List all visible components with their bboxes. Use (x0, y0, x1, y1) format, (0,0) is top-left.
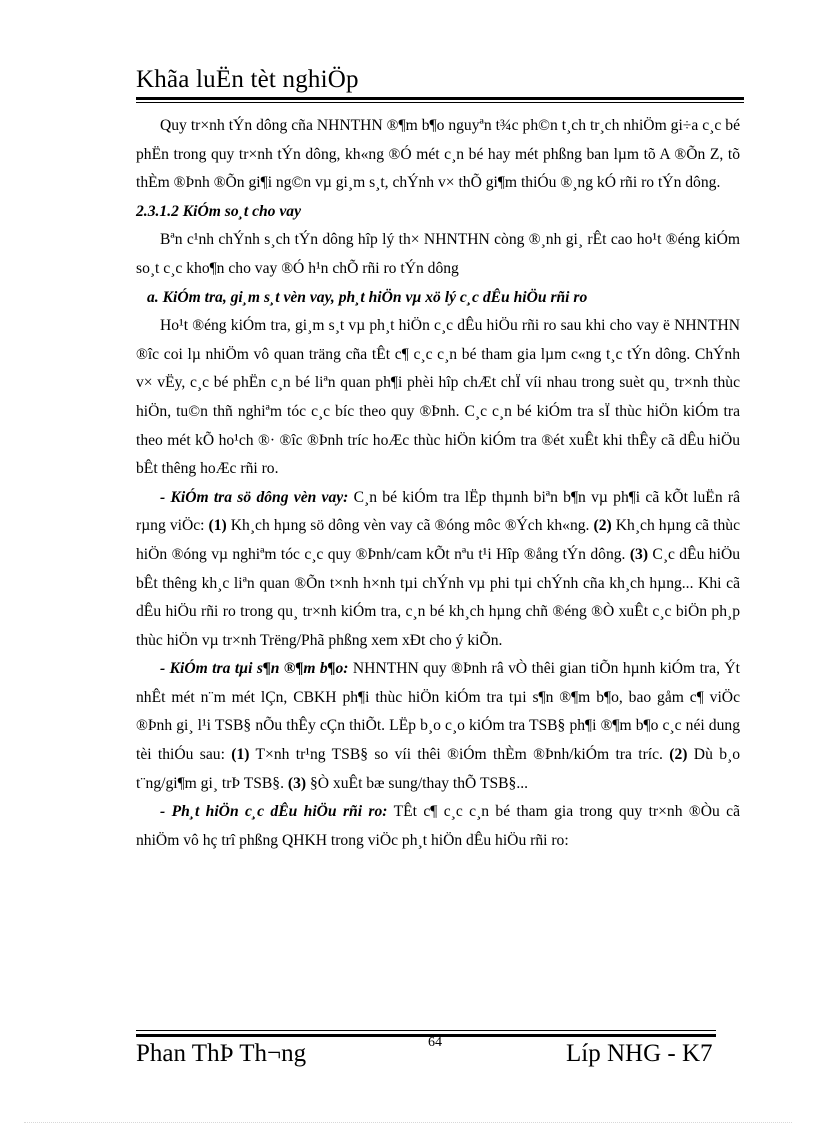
text-run: NHNTHN quy ®Þnh râ vÒ thêi gian tiÕn hµnh kiÓm tra, Ýt nhÊt mét n¨m mét lÇn, CBKH ph¶i thùc hiÖn kiÓm tra tµi s¶n ®¶m b¶o, bao gåm c¶ viÖc ®Þnh gi¸ l¹i TSB§ nÕu thÊy cÇn thiÕt. LËp b¸o c¸o kiÓm tra TSB§ ph¶i ®¶m b¶o c¸c néi dung tèi thiÓu sau: (136, 660, 740, 764)
page-number: 64 (428, 1035, 442, 1050)
paragraph: Bªn c¹nh chÝnh s¸ch tÝn dông hîp lý th× NHNTHN còng ®¸nh gi¸ rÊt cao ho¹t ®éng kiÓm so¸t c¸c kho¶n cho vay ®Ó h¹n chÕ rñi ro tÝn dông (136, 231, 740, 277)
paragraph-lead: - KiÓm tra tµi s¶n ®¶m b¶o: (160, 660, 349, 678)
footer-rule-thick (136, 1034, 716, 1037)
paragraph-usage-check (136, 484, 740, 656)
text-run: Dù b¸o t¨ng/gi¶m gi¸ trÞ TSB§. (136, 746, 741, 792)
footer-class: Líp NHG - K7 (566, 1040, 713, 1067)
list-number: (3) (629, 545, 649, 563)
header-rule-thin (136, 102, 744, 103)
text-run: C¸c dÊu hiÖu bÊt thêng kh¸c liªn quan ®Õn t×nh h×nh tµi chÝnh vµ phi tµi chÝnh cña kh¸ch hµng... Khi cã dÊu hiÖu rñi ro trong qu¸ tr×nh kiÓm tra, c¸n bé kh¸ch hµng chñ ®éng ®Ò xuÊt c¸c biÖn ph¸p thùc hiÖn vµ tr×nh Trëng/Phã phßng xem xÐt cho ý kiÕn. (136, 545, 740, 649)
footer-rule-thin (136, 1030, 716, 1031)
text-run: Kh¸ch hµng cã thùc hiÖn ®óng vµ nghiªm tóc c¸c quy ®Þnh/cam kÕt nªu t¹i Hîp ®ång tÝn dông. (136, 517, 740, 563)
section-heading: 2.3.1.2 KiÓm so¸t cho vay (136, 202, 302, 220)
list-number: (3) (287, 774, 307, 792)
list-number: (1) (231, 746, 250, 764)
list-number: (1) (208, 517, 227, 535)
paragraph: Ho¹t ®éng kiÓm tra, gi¸m s¸t vµ ph¸t hiÖn c¸c dÊu hiÖu rñi ro sau khi cho vay ë NHNTHN ®îc coi lµ nhiÖm vô quan träng cña tÊt c¶ c¸c c¸n bé tham gia lµm c«ng t¸c tÝn dông. ChÝnh v× vËy, c¸c bé phËn c¸n bé liªn quan ph¶i phèi hîp chÆt chÏ víi nhau trong suèt qu¸ tr×nh thùc hiÖn, tu©n thñ nghiªm tóc c¸c bíc theo quy ®Þnh. C¸c c¸n bé kiÓm tra sÏ thùc hiÖn kiÓm tra theo mét kÕ ho¹ch ®· ®îc ®Þnh tríc hoÆc thùc hiÖn kiÓm tra ®ét xuÊt khi thÊy cã dÊu hiÖu bÊt thêng hoÆc rñi ro. (136, 317, 740, 478)
list-number: (2) (593, 517, 612, 535)
subsection-heading: a. KiÓm tra, gi¸m s¸t vèn vay, ph¸t hiÖn vµ xö lý c¸c dÊu hiÖu rñi ro (147, 288, 588, 306)
text-run: Kh¸ch hµng sö dông vèn vay cã ®óng môc ®Ých kh«ng. (226, 517, 594, 535)
paragraph-risk-detection (136, 798, 740, 855)
paragraph-collateral-check (136, 655, 740, 798)
text-run: §Ò xuÊt bæ sung/thay thÕ TSB§... (306, 774, 529, 792)
text-run: TÊt c¶ c¸c c¸n bé tham gia trong quy tr×nh ®Òu cã nhiÖm vô hç trî phßng QHKH trong viÖc ph¸t hiÖn dÊu hiÖu rñi ro: (136, 803, 741, 849)
list-number: (2) (669, 746, 688, 764)
document-body (136, 112, 740, 855)
paragraph-lead: - Ph¸t hiÖn c¸c dÊu hiÖu rñi ro: (160, 803, 388, 821)
paragraph-lead: - KiÓm tra sö dông vèn vay: (160, 488, 349, 506)
header-title: Khãa luËn tèt nghiÖp (136, 66, 359, 93)
paragraph: Quy tr×nh tÝn dông cña NHNTHN ®¶m b¶o nguyªn t¾c ph©n t¸ch tr¸ch nhiÖm gi÷a c¸c bé phËn trong quy tr×nh tÝn dông, kh«ng ®Ó mét c¸n bé hay mét phßng ban lµm tõ A ®Õn Z, tõ thÈm ®Þnh ®Õn gi¶i ng©n vµ gi¸m s¸t, chÝnh v× thÕ gi¶m thiÓu ®¸ng kÓ rñi ro tÝn dông. (136, 117, 740, 192)
text-run: C¸n bé kiÓm tra lËp thµnh biªn b¶n vµ ph¶i cã kÕt luËn râ rµng viÖc: (136, 488, 740, 535)
header-rule-thick (136, 97, 744, 100)
footer-author: Phan ThÞ Th¬ng (136, 1040, 307, 1067)
text-run: T×nh tr¹ng TSB§ so víi thêi ®iÓm thÈm ®Þnh/kiÓm tra tríc. (249, 746, 670, 764)
